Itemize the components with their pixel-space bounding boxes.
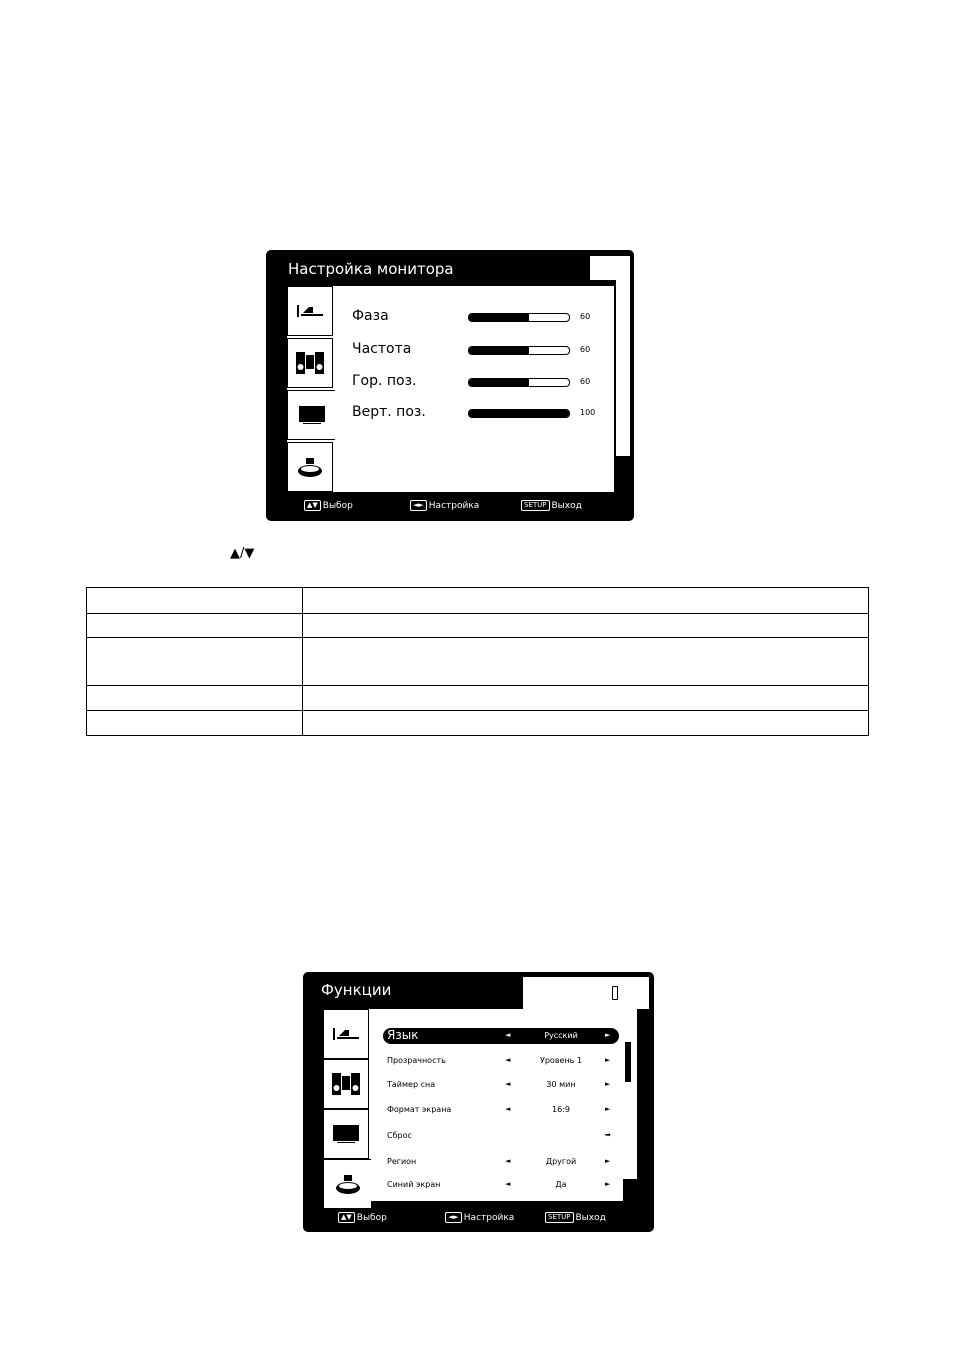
level-bar[interactable] [468,313,570,322]
footer-adjust [445,1212,514,1223]
footer-exit-label: Выход [575,1213,606,1223]
option-label: Регион [387,1157,417,1166]
option-region[interactable] [383,1154,619,1170]
description-table [86,587,869,736]
option-value: Другой [545,1157,577,1166]
footer-select [338,1212,387,1223]
left-arrow-icon[interactable]: ◄ [505,1105,511,1113]
table-cell [303,614,869,638]
setting-label: Верт. поз. [352,404,426,420]
setting-row-vpos[interactable] [352,404,602,424]
option-language[interactable] [383,1028,619,1044]
level-fill [469,314,529,321]
table-cell [303,638,869,686]
scrollbar-track[interactable] [616,256,630,456]
level-fill [469,347,529,354]
left-arrow-icon[interactable]: ◄ [505,1180,511,1188]
table-cell [87,711,303,736]
right-arrow-icon[interactable]: ► [605,1105,611,1113]
monitor-settings-osd [266,250,634,521]
left-arrow-icon[interactable]: ◄ [505,1157,511,1165]
screen-adjust-icon[interactable] [287,286,333,336]
table-cell [303,711,869,736]
title-white-area [523,977,649,1009]
footer-select [304,500,353,511]
left-arrow-icon[interactable]: ◄ [505,1031,511,1039]
table-row [87,711,869,736]
level-bar[interactable] [468,346,570,355]
setting-value: 100 [580,408,596,417]
table-cell [303,686,869,711]
level-bar[interactable] [468,378,570,387]
functions-menu-title: Функции [321,981,392,999]
option-value: Русский [544,1031,578,1040]
left-right-key-icon: ◄► [445,1212,462,1223]
setting-value: 60 [580,312,591,321]
option-reset[interactable] [383,1128,619,1144]
table-row [87,614,869,638]
monitor-icon[interactable] [287,390,335,440]
option-label: Прозрачность [387,1056,446,1065]
option-value: Уровень 1 [539,1056,583,1065]
up-down-key-icon: ▲▼ [304,500,321,511]
monitor-menu-title: Настройка монитора [288,260,454,278]
setup-key-icon: SETUP [545,1212,574,1223]
option-label: Язык [387,1028,419,1042]
scrollbar-track[interactable] [623,1009,637,1179]
option-value: Да [555,1180,567,1189]
screen-adjust-icon[interactable] [323,1009,369,1059]
setting-label: Фаза [352,308,389,324]
setting-label: Гор. поз. [352,373,417,389]
level-bar[interactable] [468,409,570,418]
indicator-mark [612,986,618,1000]
left-arrow-icon[interactable]: ◄ [505,1056,511,1064]
left-arrow-icon[interactable]: ◄ [505,1080,511,1088]
table-cell [87,686,303,711]
table-row [87,588,869,614]
speakers-icon[interactable] [287,338,333,388]
option-label: Синий экран [387,1180,441,1189]
footer-adjust-label: Настройка [463,1213,515,1223]
scrollbar-thumb[interactable] [616,456,630,492]
table-cell [87,588,303,614]
setting-row-hpos[interactable] [352,373,602,393]
enter-arrow-icon[interactable]: ➡ [605,1131,611,1139]
setting-row-frequency[interactable] [352,341,602,361]
footer-exit-label: Выход [551,501,582,511]
table-row [87,638,869,686]
speakers-icon[interactable] [323,1059,369,1109]
setting-value: 60 [580,377,591,386]
setting-value: 60 [580,345,591,354]
footer-select-label: Выбор [356,1213,387,1223]
table-cell [303,588,869,614]
setting-label: Частота [352,341,412,357]
functions-osd [303,972,654,1232]
right-arrow-icon[interactable]: ► [605,1180,611,1188]
setting-row-phase[interactable] [352,308,602,328]
up-down-key-icon: ▲▼ [338,1212,355,1223]
option-value: 16:9 [552,1105,570,1114]
option-sleep-timer[interactable] [383,1077,619,1093]
scroll-end-marker [637,1177,654,1201]
table-row [87,686,869,711]
option-aspect-ratio[interactable] [383,1102,619,1118]
level-fill [469,379,529,386]
option-value: 30 мин [546,1080,576,1089]
scrollbar-thumb[interactable] [625,1042,631,1082]
option-transparency[interactable] [383,1053,619,1069]
footer-select-label: Выбор [322,501,353,511]
settings-dish-icon[interactable] [287,442,333,492]
right-arrow-icon[interactable]: ► [605,1056,611,1064]
right-arrow-icon[interactable]: ► [605,1080,611,1088]
nav-arrows: ▲/▼ [230,546,255,561]
table-cell [87,614,303,638]
right-arrow-icon[interactable]: ► [605,1157,611,1165]
monitor-icon[interactable] [323,1109,369,1159]
left-right-key-icon: ◄► [410,500,427,511]
level-fill [469,410,569,417]
setup-key-icon: SETUP [521,500,550,511]
footer-adjust-label: Настройка [428,501,480,511]
table-cell [87,638,303,686]
option-label: Формат экрана [387,1105,452,1114]
footer-exit [545,1212,606,1223]
option-blue-screen[interactable] [383,1177,619,1193]
footer-adjust [410,500,479,511]
right-arrow-icon[interactable]: ► [605,1031,611,1039]
option-label: Таймер сна [387,1080,436,1089]
option-label: Сброс [387,1131,412,1140]
settings-dish-icon[interactable] [323,1159,371,1209]
footer-exit [521,500,582,511]
